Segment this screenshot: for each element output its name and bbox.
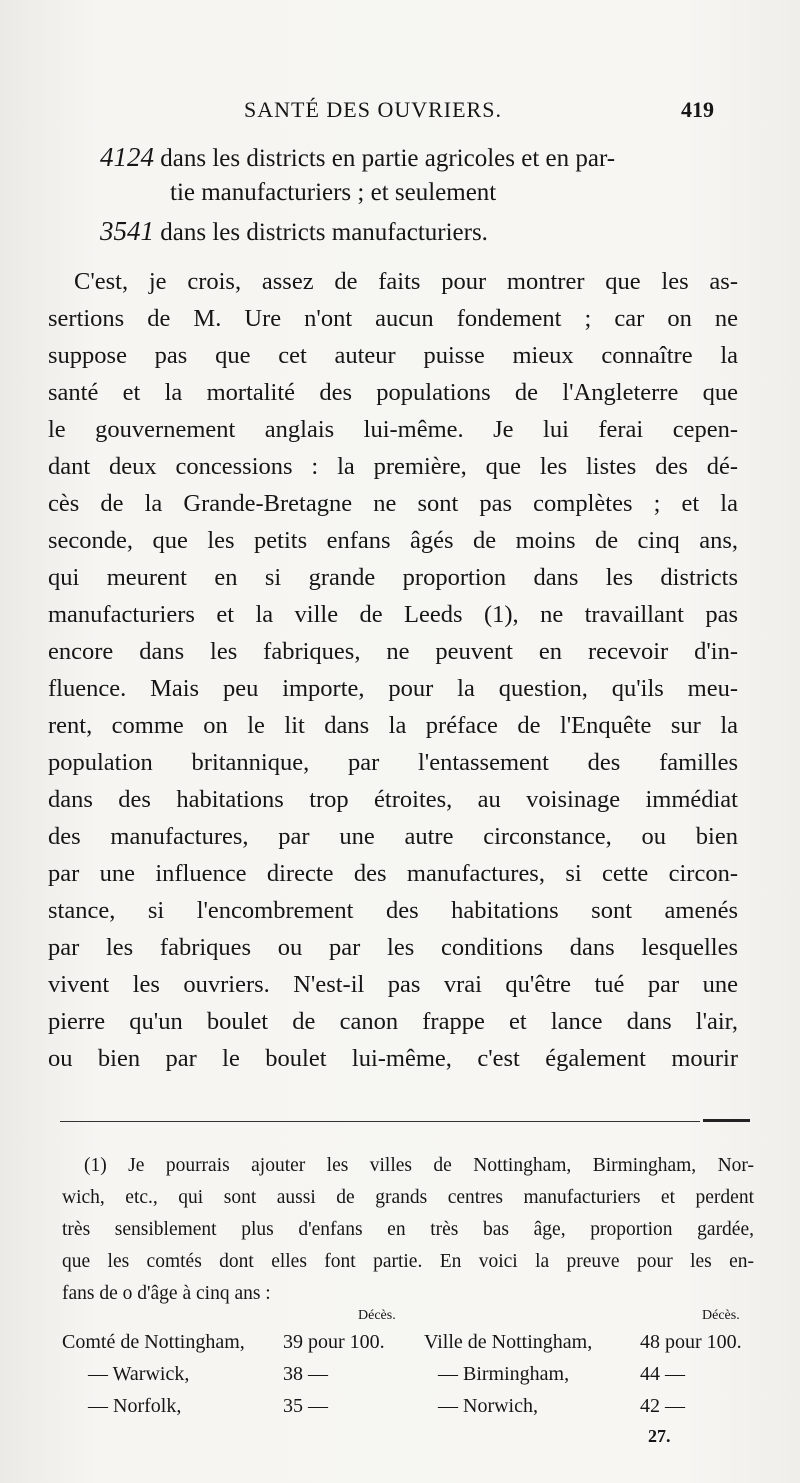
body-line: fluence. Mais peu importe, pour la question, qu'ils meu-: [48, 675, 738, 702]
table-header-right: Décès.: [702, 1308, 740, 1323]
body-line: dans des habitations trop étroites, au voisinage immédiat: [48, 786, 738, 813]
body-line: cès de la Grande-Bretagne ne sont pas complètes ; et la: [48, 490, 738, 517]
body-line: par une influence directe des manufactures, si cette circon-: [48, 860, 738, 887]
table-cell: 42 —: [640, 1395, 685, 1417]
running-title: SANTÉ DES OUVRIERS.: [244, 97, 502, 122]
footnote-line: wich, etc., qui sont aussi de grands centres manufacturiers et perdent: [62, 1187, 754, 1208]
body-line: rent, comme on le lit dans la préface de l'Enquête sur la: [48, 712, 738, 739]
stat-2-text: dans les districts manufacturiers.: [160, 219, 488, 246]
body-line: vivent les ouvriers. N'est-il pas vrai qu'être tué par une: [48, 971, 738, 998]
body-line: encore dans les fabriques, ne peuvent en recevoir d'in-: [48, 638, 738, 665]
stat-1-number: 4124: [100, 142, 154, 172]
stat-2: [100, 216, 488, 247]
table-cell: 39 pour 100.: [283, 1331, 385, 1353]
running-head: [244, 97, 764, 131]
body-line: stance, si l'encombrement des habitations sont amenés: [48, 897, 738, 924]
body-line: des manufactures, par une autre circonstance, ou bien: [48, 823, 738, 850]
body-line: seconde, que les petits enfans âgés de moins de cinq ans,: [48, 527, 738, 554]
footnote-rule: [60, 1121, 700, 1122]
table-cell: — Norwich,: [438, 1395, 538, 1417]
body-line: qui meurent en si grande proportion dans les districts: [48, 564, 738, 591]
body-line: sertions de M. Ure n'ont aucun fondement ; car on ne: [48, 305, 738, 332]
body-line: manufacturiers et la ville de Leeds (1), ne travaillant pas: [48, 601, 738, 628]
footnote-line: fans de o d'âge à cinq ans :: [62, 1283, 271, 1304]
stat-2-number: 3541: [100, 216, 154, 246]
stat-1: [100, 142, 615, 173]
body-line: pierre qu'un boulet de canon frappe et lance dans l'air,: [48, 1008, 738, 1035]
stat-1-continuation: tie manufacturiers ; et seulement: [170, 179, 497, 206]
table-cell: Comté de Nottingham,: [62, 1331, 245, 1353]
table-cell: 38 —: [283, 1363, 328, 1385]
footnote: [62, 1150, 754, 1310]
body-line: population britannique, par l'entassement des familles: [48, 749, 738, 776]
body-line: par les fabriques ou par les conditions dans lesquelles: [48, 934, 738, 961]
body-line: suppose pas que cet auteur puisse mieux connaître la: [48, 342, 738, 369]
page-number: 419: [681, 97, 714, 122]
stat-1-text: dans les districts en partie agricoles et en par-: [160, 145, 616, 172]
table-cell: 44 —: [640, 1363, 685, 1385]
body-line: dant deux concessions : la première, que les listes des dé-: [48, 453, 738, 480]
footnote-line: que les comtés dont elles font partie. En voici la preuve pour les en-: [62, 1251, 754, 1272]
footnote-line: (1) Je pourrais ajouter les villes de Nottingham, Birmingham, Nor-: [84, 1155, 754, 1176]
body-line: ou bien par le boulet lui-même, c'est également mourir: [48, 1045, 738, 1072]
body-line: le gouvernement anglais lui-même. Je lui ferai cepen-: [48, 416, 738, 443]
body-line: C'est, je crois, assez de faits pour montrer que les as-: [74, 268, 738, 295]
table-cell: 48 pour 100.: [640, 1331, 742, 1353]
table-cell: — Warwick,: [88, 1363, 190, 1385]
body-line: santé et la mortalité des populations de l'Angleterre que: [48, 379, 738, 406]
table-cell: Ville de Nottingham,: [424, 1331, 593, 1353]
table-cell: — Birmingham,: [438, 1363, 570, 1385]
table-cell: 35 —: [283, 1395, 328, 1417]
footnote-rule-end: [703, 1119, 750, 1122]
table-cell: — Norfolk,: [88, 1395, 182, 1417]
signature-mark: 27.: [648, 1426, 671, 1446]
footnote-line: très sensiblement plus d'enfans en très bas âge, proportion gardée,: [62, 1219, 754, 1240]
body-paragraph: [48, 263, 738, 1077]
table-header-left: Décès.: [358, 1308, 396, 1323]
